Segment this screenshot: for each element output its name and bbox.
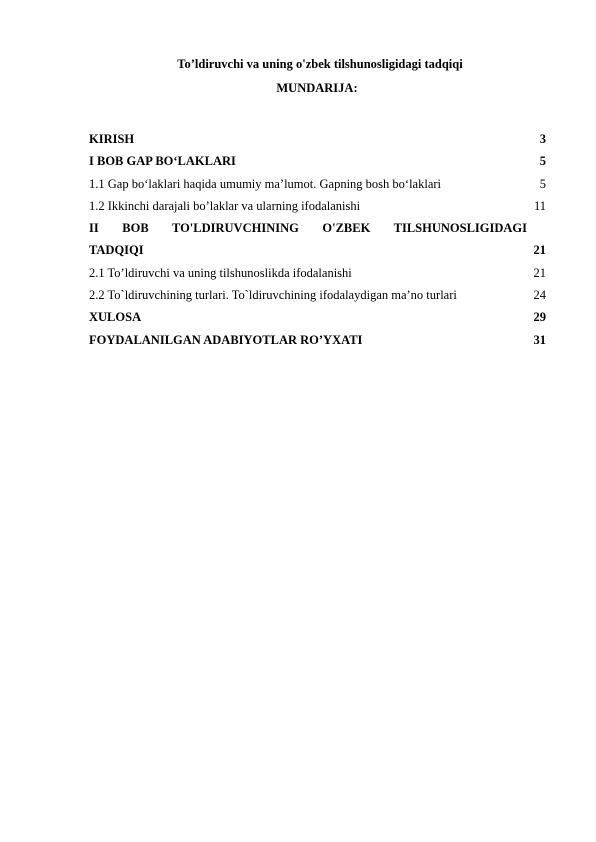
toc-entry-page: 5 [539,154,546,169]
toc-entry-chapter-2-continued[interactable] [89,239,546,261]
toc-entry-label: FOYDALANILGAN ADABIYOTLAR RO’YXATI [89,332,363,347]
toc-entry-page: 21 [533,265,546,280]
toc-entry-label: XULOSA [89,310,142,325]
toc-entry-page: 21 [533,243,546,258]
toc-entry-page: 5 [539,176,546,191]
toc-entry-chapter-1[interactable] [89,150,546,172]
toc-entry-section-2-1[interactable] [89,262,546,284]
document-title: To’ldiruvchi va uning o'zbek tilshunosligidagi tadqiqi [177,57,463,71]
toc-entry-label: 1.2 Ikkinchi darajali bo’laklar va ularning ifodalanishi [89,198,361,213]
toc-entry-page: 3 [539,132,546,146]
table-of-contents [89,128,546,351]
toc-entry-kirish[interactable] [89,128,546,150]
toc-entry-page: 29 [533,310,546,325]
toc-entry-page: 24 [533,288,546,303]
toc-entry-label: I BOB GAP BO‘LAKLARI [89,154,236,169]
toc-entry-page: 11 [533,198,546,213]
toc-entry-section-1-1[interactable] [89,173,546,195]
toc-entry-chapter-2[interactable] [89,217,546,239]
toc-entry-page: 31 [533,332,546,347]
toc-entry-section-2-2[interactable] [89,284,546,306]
toc-entry-references[interactable] [89,329,546,351]
toc-entry-label: II BOB TO'LDIRUVCHINING O'ZBEK TILSHUNOSLIGIDAGI [89,221,527,236]
toc-entry-label: 2.1 To’ldiruvchi va uning tilshunoslikda ifodalanishi [89,265,352,280]
toc-entry-label: TADQIQI [89,243,144,258]
toc-heading: MUNDARIJA: [276,81,358,95]
toc-entry-section-1-2[interactable] [89,195,546,217]
toc-entry-label: 1.1 Gap bo‘laklari haqida umumiy ma’lumot. Gapning bosh bo‘laklari [89,176,442,191]
toc-entry-xulosa[interactable] [89,306,546,328]
toc-entry-label: 2.2 To`ldiruvchining turlari. To`ldiruvchining ifodalaydigan ma’no turlari [89,288,457,303]
toc-entry-label: KIRISH [89,132,135,146]
